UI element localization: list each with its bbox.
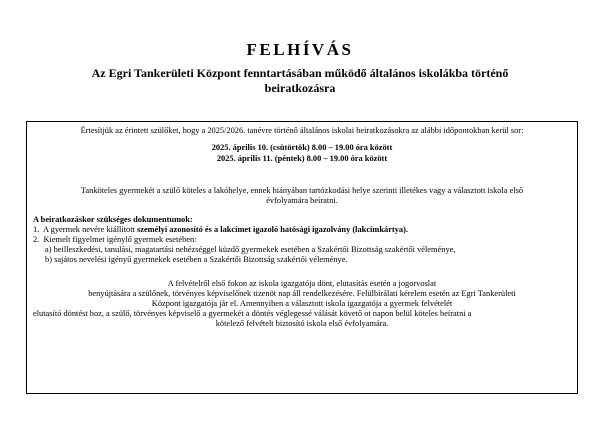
paragraph-line: kötelező felvételt biztosító iskola első évfolyamára. bbox=[215, 319, 389, 328]
paragraph-line: A felvételről első fokon az iskola igazgatója dönt, elutasítás esetén a jogorvoslat bbox=[167, 279, 437, 288]
subtitle-line: beiratkozásra bbox=[264, 81, 336, 95]
notice-box bbox=[26, 121, 578, 394]
date-line: 2025. április 10. (csütörtök) 8.00 – 19.00 óra között bbox=[211, 143, 393, 152]
document-subitem: b) sajátos nevelési igényű gyermekek esetében a Szakértői Bizottság szakértői véleménye. bbox=[45, 255, 348, 264]
document-item-bold: személyi azonosító és a lakcímet igazoló hatósági igazolvány (lakcímkártya). bbox=[136, 225, 408, 234]
date-line: 2025. április 11. (péntek) 8.00 – 19.00 óra között bbox=[216, 154, 388, 163]
paragraph-line: benyújtására a szülőnek, törvényes képviselőnek tizenöt nap áll rendelkezésére. Felülbírálati kérelem esetén az Egri Tankerületi bbox=[88, 289, 516, 298]
document-item bbox=[33, 225, 571, 235]
paragraph-line: évfolyamára beíratni. bbox=[266, 196, 338, 205]
documents-heading: A beiratkozáskor szükséges dokumentumok: bbox=[33, 215, 193, 224]
page-subtitle bbox=[40, 66, 560, 96]
paragraph-line: elutasító döntést hoz, a szülő, törvényes képviselő a gyermekét a döntés véglegessé válását követő ot napon belül köteles beíratni a bbox=[33, 309, 472, 318]
document-subitem: a) beilleszkedési, tanulási, magatartási nehézséggel küzdő gyermekek esetében a Szakértői Bizottság szakértői véleménye, bbox=[45, 245, 456, 254]
paragraph-line: Központ igazgatója jár el. Amennyiben a választott iskola igazgatója a gyermek felvételét bbox=[151, 299, 453, 308]
page-title: FELHÍVÁS bbox=[246, 40, 354, 59]
enrollment-dates bbox=[33, 142, 571, 164]
subtitle-line: Az Egri Tankerületi Központ fenntartásában működő általános iskolákba történő bbox=[91, 66, 509, 80]
paragraph-line: Tanköteles gyermekét a szülő köteles a lakóhelye, ennek hiányában tartózkodási helye szerinti illetékes vagy a választott iskola első bbox=[80, 186, 524, 195]
document-item-text: 1. A gyermek nevére kiállított bbox=[33, 225, 137, 234]
document-item: 2. Kiemelt figyelmet igénylő gyermek esetében: bbox=[33, 235, 197, 244]
decision-paragraph bbox=[33, 279, 571, 329]
obligation-paragraph bbox=[33, 186, 571, 206]
required-documents bbox=[33, 215, 571, 265]
intro-text: Értesítjük az érintett szülőket, hogy a 2025/2026. tanévre történő általános iskolai beiratkozásokra az alábbi időpontokban kerül sor: bbox=[80, 126, 524, 135]
